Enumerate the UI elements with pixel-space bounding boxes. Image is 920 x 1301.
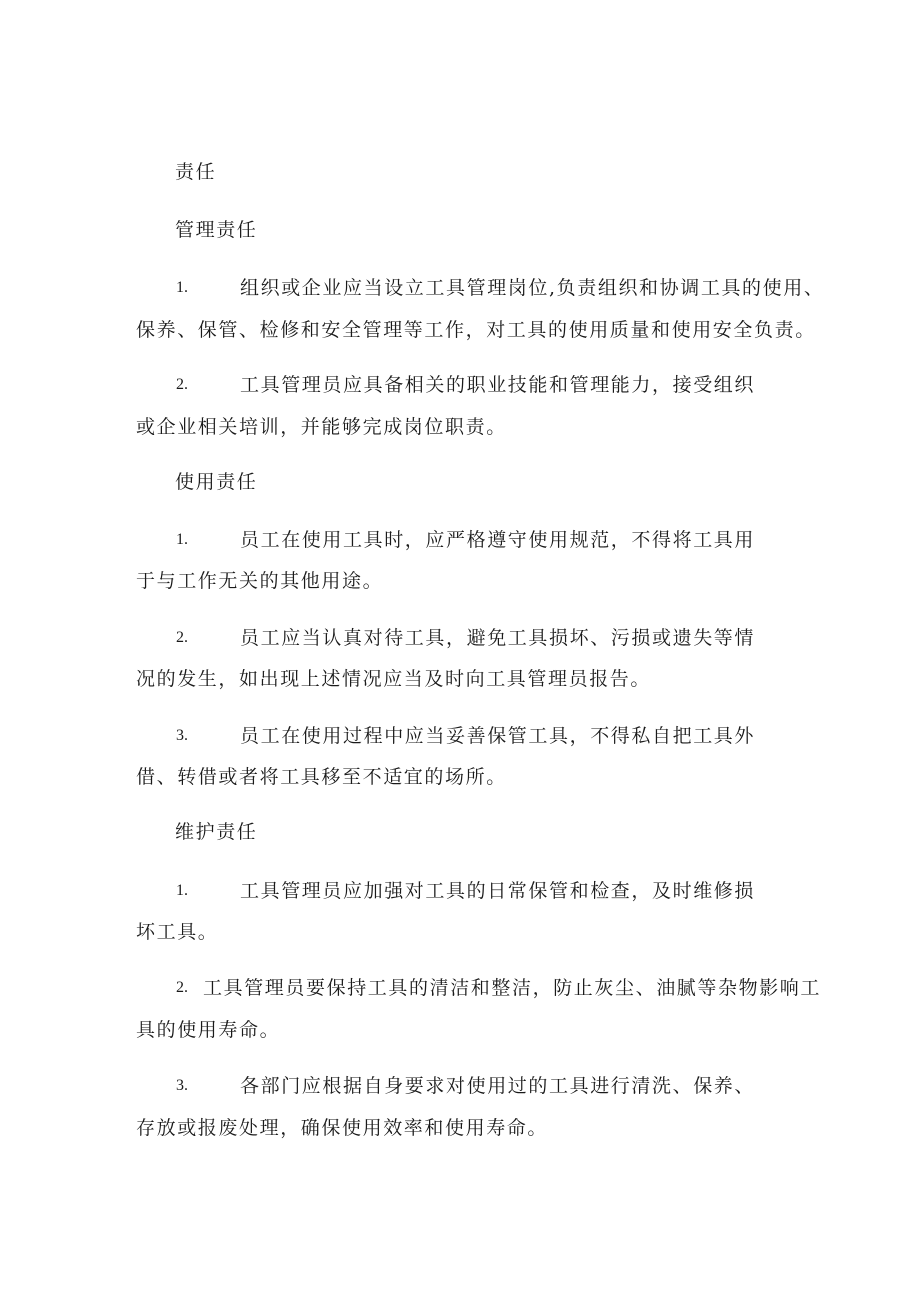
item-text-line1: 员工应当认真对待工具，避免工具损坏、污损或遗失等情: [240, 627, 756, 649]
item-number: 2.: [176, 376, 188, 393]
item-text-line2: 保养、保管、检修和安全管理等工作，对工具的使用质量和使用安全负责。: [136, 319, 816, 341]
item-number: 3.: [176, 1077, 188, 1094]
item-number: 2.: [176, 979, 188, 996]
section-heading-usage: 使用责任: [175, 471, 258, 493]
item-text-line1: 组织或企业应当设立工具管理岗位,负责组织和协调工具的使用、: [240, 277, 825, 299]
item-number: 3.: [176, 727, 188, 744]
item-text-line1: 各部门应根据自身要求对使用过的工具进行清洗、保养、: [240, 1075, 756, 1097]
section-heading-maintenance: 维护责任: [175, 821, 258, 843]
item-text-line2: 或企业相关培训，并能够完成岗位职责。: [136, 416, 507, 438]
item-text-line2: 存放或报废处理，确保使用效率和使用寿命。: [136, 1117, 549, 1139]
item-text-line2: 于与工作无关的其他用途。: [136, 570, 384, 592]
item-number: 1.: [176, 279, 188, 296]
document-title: 责任: [175, 161, 217, 183]
item-number: 1.: [176, 531, 188, 548]
item-text-line1: 员工在使用工具时，应严格遵守使用规范，不得将工具用: [240, 529, 756, 551]
section-heading-management: 管理责任: [175, 219, 258, 241]
item-number: 2.: [176, 629, 188, 646]
item-text-line2: 具的使用寿命。: [136, 1019, 281, 1041]
item-text-line1: 工具管理员应加强对工具的日常保管和检查，及时维修损: [240, 880, 756, 902]
item-text-line1: 工具管理员应具备相关的职业技能和管理能力，接受组织: [240, 374, 756, 396]
item-text-line2: 况的发生，如出现上述情况应当及时向工具管理员报告。: [136, 668, 652, 690]
item-text-line1: 员工在使用过程中应当妥善保管工具，不得私自把工具外: [240, 725, 756, 747]
item-number: 1.: [176, 882, 188, 899]
item-text-line2: 坏工具。: [136, 921, 219, 943]
item-text-line2: 借、转借或者将工具移至不适宜的场所。: [136, 766, 507, 788]
item-text-line1: 工具管理员要保持工具的清洁和整洁，防止灰尘、油腻等杂物影响工: [203, 977, 822, 999]
